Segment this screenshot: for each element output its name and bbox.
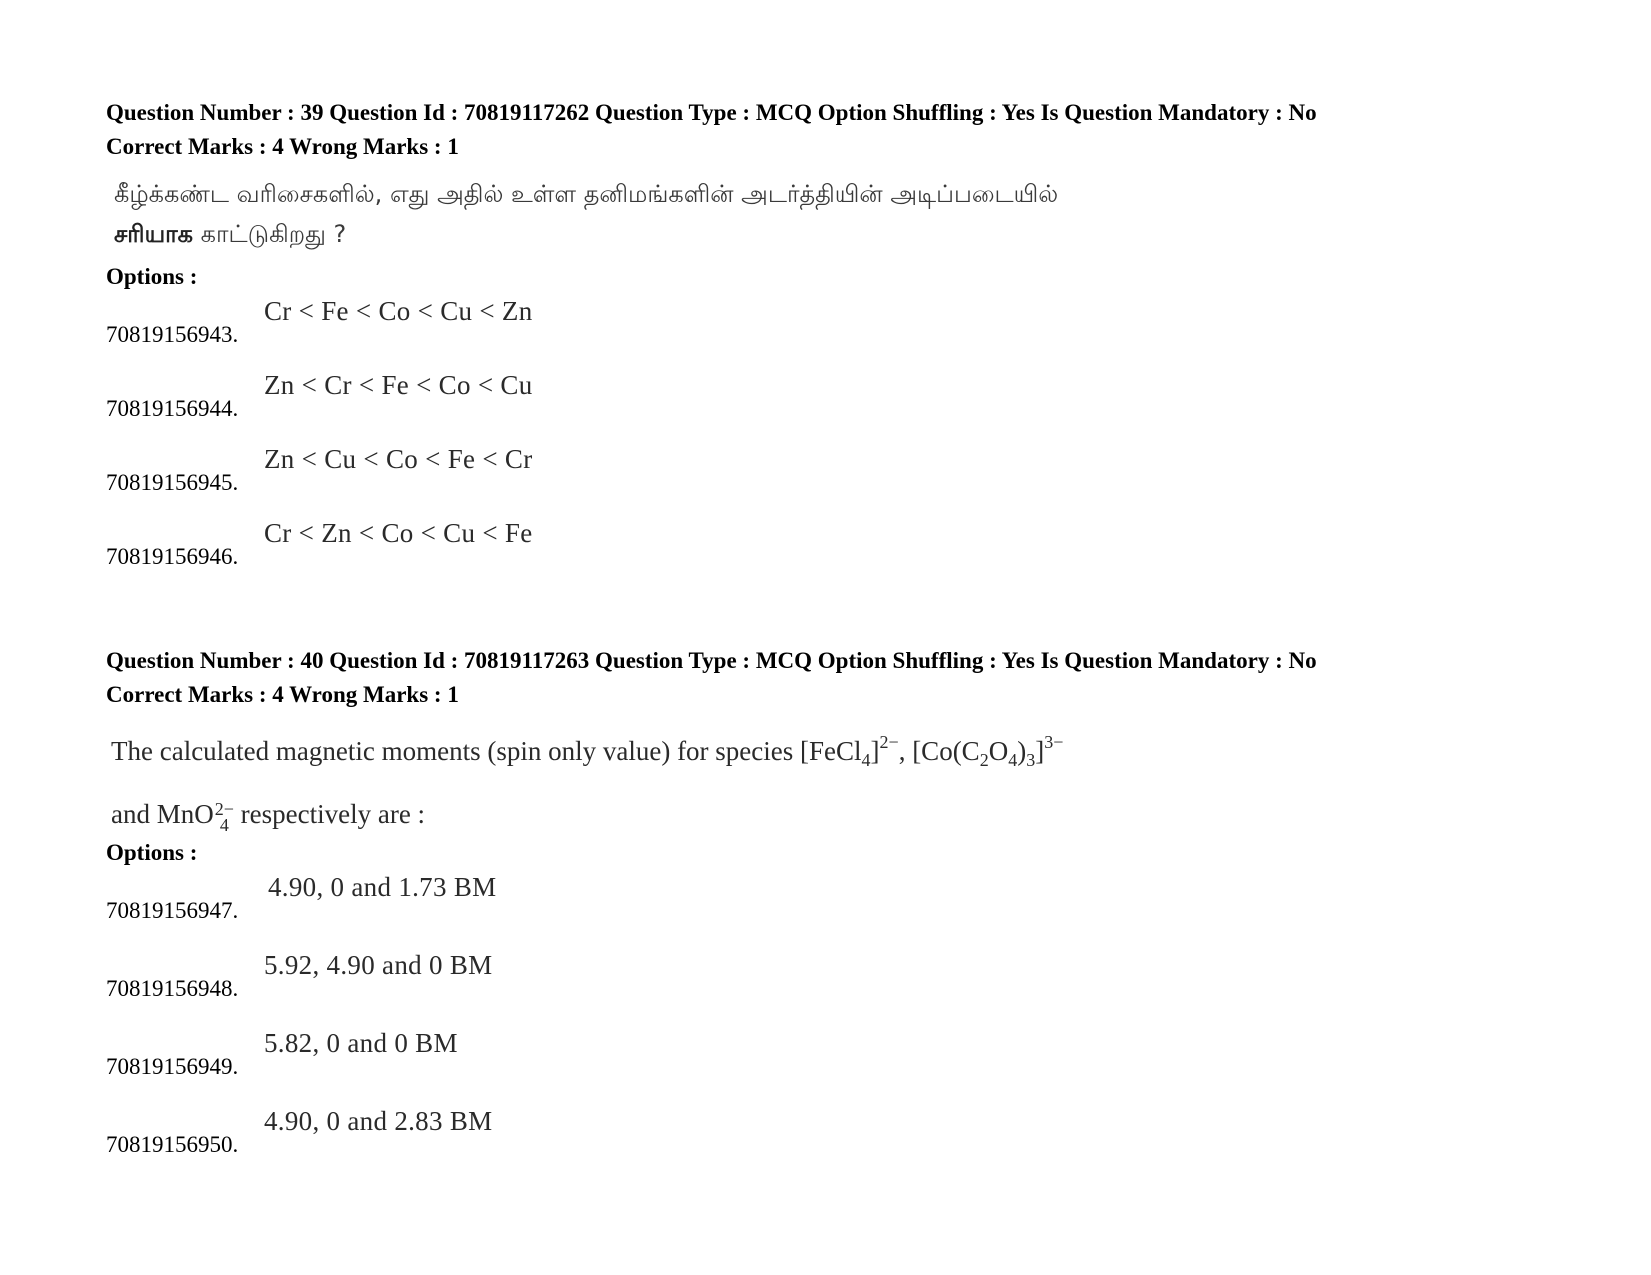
option-text: 5.82, 0 and 0 BM (264, 1028, 458, 1058)
option-id: 70819156946. (106, 544, 239, 569)
option-id: 70819156949. (106, 1054, 239, 1079)
option-row[interactable] (106, 950, 1586, 1002)
options-label: Options : (106, 264, 198, 289)
option-id: 70819156948. (106, 976, 239, 1001)
option-id: 70819156944. (106, 396, 239, 421)
option-text: Zn < Cu < Co < Fe < Cr (264, 444, 533, 474)
formula-fecl4: [FeCl$_4$]$^{2-}$ (800, 732, 899, 770)
option-row[interactable] (106, 872, 1586, 924)
option-row[interactable] (106, 518, 1586, 570)
formula-mno4: MnO 2− 4 (156, 798, 234, 835)
question-meta-line: Question Number : 40 Question Id : 70819117263 Question Type : MCQ Option Shuffling : Yes Is Question Mandatory : No (106, 648, 1317, 673)
option-text: 5.92, 4.90 and 0 BM (264, 950, 493, 980)
question-stem (114, 174, 1586, 254)
formula-co-oxalate: $[Co(C_2O_4)_3]^{3-}$ (912, 732, 1064, 770)
stem-line-2-prefix: and (111, 799, 157, 829)
option-text: Cr < Fe < Co < Cu < Zn (264, 296, 533, 326)
option-id: 70819156947. (106, 898, 239, 923)
question-marks-line: Correct Marks : 4 Wrong Marks : 1 (106, 682, 459, 707)
question-meta-line: Question Number : 39 Question Id : 70819117262 Question Type : MCQ Option Shuffling : Yes Is Question Mandatory : No (106, 100, 1317, 125)
option-row[interactable] (106, 444, 1586, 496)
option-row[interactable] (106, 1106, 1586, 1158)
option-row[interactable] (106, 1028, 1586, 1080)
option-text: 4.90, 0 and 2.83 BM (264, 1106, 493, 1136)
question-marks-line: Correct Marks : 4 Wrong Marks : 1 (106, 134, 459, 159)
option-id: 70819156945. (106, 470, 239, 495)
option-row[interactable] (106, 296, 1586, 348)
question-block-40 (106, 644, 1586, 1158)
options-label: Options : (106, 840, 198, 865)
question-block-39 (106, 96, 1586, 570)
option-text: Zn < Cr < Fe < Co < Cu (264, 370, 533, 400)
stem-line-2-rest: காட்டுகிறது ? (193, 220, 347, 248)
question-stem-line-1: The calculated magnetic moments (spin only value) for species [FeCl$_4$]$^{2-}$, $[Co(C_2O_4)_3]^{3-}$ (111, 732, 1064, 770)
question-stem-line-1: கீழ்க்கண்ட வரிசைகளில், எது அதில் உள்ள தனிமங்களின் அடர்த்தியின் அடிப்படையில் (114, 180, 1059, 208)
question-stem (111, 722, 1586, 834)
question-stem-line-2 (114, 214, 1586, 254)
option-id: 70819156943. (106, 322, 239, 347)
question-stem-line-2 (111, 794, 1586, 834)
stem-line-2-suffix: respectively are : (233, 799, 426, 829)
option-text: Cr < Zn < Co < Cu < Fe (264, 518, 533, 548)
option-row[interactable] (106, 370, 1586, 422)
option-text: 4.90, 0 and 1.73 BM (268, 872, 497, 902)
option-id: 70819156950. (106, 1132, 239, 1157)
stem-line-1-text: The calculated magnetic moments (spin only value) for species (111, 736, 801, 766)
stem-emphasis: சரியாக (114, 220, 194, 248)
